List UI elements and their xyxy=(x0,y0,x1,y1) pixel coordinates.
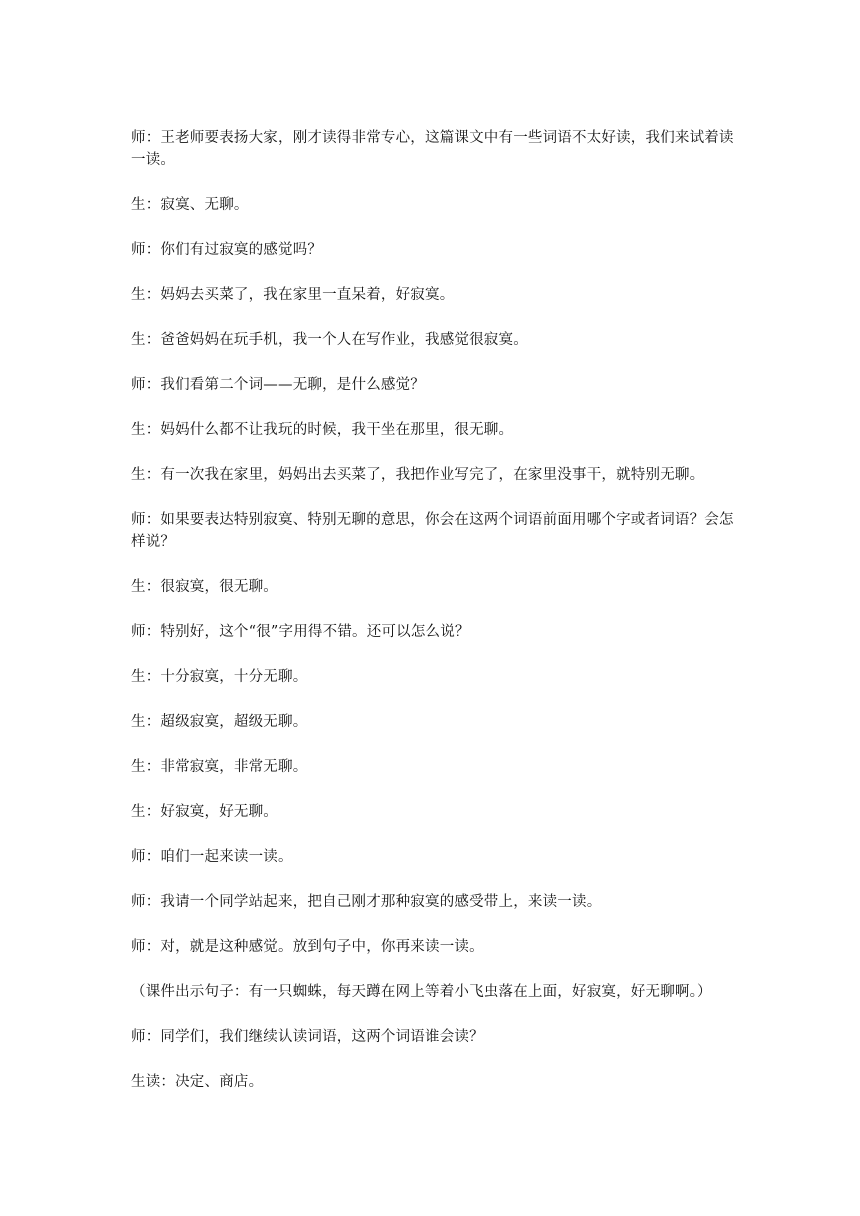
paragraph-18: 师：对，就是这种感觉。放到句子中，你再来读一读。 xyxy=(131,939,484,955)
paragraph-15: 生：好寂寞，好无聊。 xyxy=(131,804,278,820)
paragraph-10: 生：很寂寞，很无聊。 xyxy=(131,579,278,595)
paragraph-11: 师：特别好，这个“很”字用得不错。还可以怎么说？ xyxy=(131,624,470,640)
paragraph-13: 生：超级寂寞，超级无聊。 xyxy=(131,714,308,730)
paragraph-7: 生：妈妈什么都不让我玩的时候，我干坐在那里，很无聊。 xyxy=(131,422,514,438)
paragraph-21: 生读：决定、商店。 xyxy=(131,1074,264,1090)
paragraph-16: 师：咱们一起来读一读。 xyxy=(131,849,293,865)
paragraph-19: （课件出示句子：有一只蜘蛛，每天蹲在网上等着小飞虫落在上面，好寂寞，好无聊啊。） xyxy=(131,984,712,1000)
paragraph-14: 生：非常寂寞，非常无聊。 xyxy=(131,759,308,775)
paragraph-20: 师：同学们，我们继续认读词语，这两个词语谁会读？ xyxy=(131,1029,484,1045)
paragraph-5: 生：爸爸妈妈在玩手机，我一个人在写作业，我感觉很寂寞。 xyxy=(131,332,528,348)
paragraph-4: 生：妈妈去买菜了，我在家里一直呆着，好寂寞。 xyxy=(131,287,455,303)
paragraph-12: 生：十分寂寞，十分无聊。 xyxy=(131,669,308,685)
transcript-body xyxy=(131,127,735,1116)
paragraph-3: 师：你们有过寂寞的感觉吗？ xyxy=(131,242,323,258)
paragraph-1: 师：王老师要表扬大家，刚才读得非常专心，这篇课文中有一些词语不太好读，我们来试着读一读。 xyxy=(131,130,734,168)
paragraph-9: 师：如果要表达特别寂寞、特别无聊的意思，你会在这两个词语前面用哪个字或者词语？会怎样说？ xyxy=(131,512,734,550)
paragraph-17: 师：我请一个同学站起来，把自己刚才那种寂寞的感受带上，来读一读。 xyxy=(131,894,602,910)
paragraph-2: 生：寂寞、无聊。 xyxy=(131,197,249,213)
paragraph-8: 生：有一次我在家里，妈妈出去买菜了，我把作业写完了，在家里没事干，就特别无聊。 xyxy=(131,467,705,483)
paragraph-6: 师：我们看第二个词——无聊，是什么感觉？ xyxy=(131,377,425,393)
